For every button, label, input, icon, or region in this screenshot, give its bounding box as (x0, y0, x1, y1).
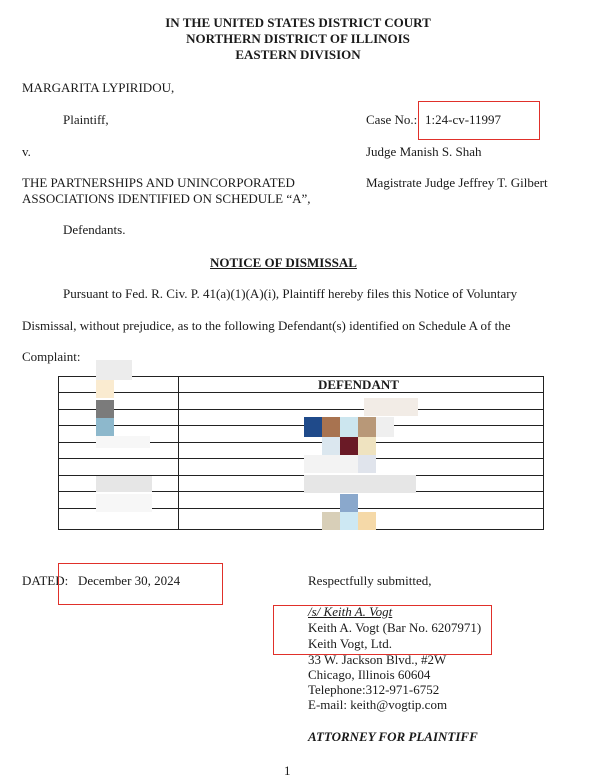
signature-highlight-box (273, 605, 492, 655)
redacted-block (322, 417, 340, 437)
address-line-1: 33 W. Jackson Blvd., #2W (308, 652, 447, 667)
court-division: EASTERN DIVISION (235, 47, 361, 62)
table-header-defendant: DEFENDANT (318, 377, 399, 392)
court-name: IN THE UNITED STATES DISTRICT COURT (165, 15, 431, 30)
court-district: NORTHERN DISTRICT OF ILLINOIS (186, 31, 410, 46)
redacted-block (96, 436, 150, 448)
notice-title: NOTICE OF DISMISSAL (210, 255, 357, 270)
magistrate-judge: Magistrate Judge Jeffrey T. Gilbert (366, 175, 548, 190)
redacted-block (96, 476, 152, 492)
case-number-highlight-box (418, 101, 540, 140)
page-number: 1 (284, 763, 291, 778)
notice-paragraph-line-3: Complaint: (22, 349, 81, 364)
redacted-block (96, 418, 114, 436)
versus: v. (22, 144, 31, 159)
redacted-block (340, 512, 358, 530)
attorney-role: ATTORNEY FOR PLAINTIFF (308, 729, 478, 744)
firm-name: Keith Vogt, Ltd. (308, 636, 393, 651)
redacted-block (304, 475, 416, 493)
redacted-block (322, 512, 340, 530)
defendants-line-1: THE PARTNERSHIPS AND UNINCORPORATED (22, 175, 295, 190)
address-line-2: Chicago, Illinois 60604 (308, 667, 431, 682)
defendants-role: Defendants. (63, 222, 126, 237)
redacted-block (322, 437, 340, 455)
plaintiff-role: Plaintiff, (63, 112, 109, 127)
redacted-block (358, 437, 376, 455)
judge: Judge Manish S. Shah (366, 144, 482, 159)
notice-paragraph-line-2: Dismissal, without prejudice, as to the following Defendant(s) identified on Schedule A of the (22, 318, 511, 333)
defendants-line-2: ASSOCIATIONS IDENTIFIED ON SCHEDULE “A”, (22, 191, 311, 206)
signature: /s/ Keith A. Vogt (308, 604, 393, 619)
plaintiff-name: MARGARITA LYPIRIDOU, (22, 80, 175, 95)
redacted-block (96, 360, 132, 380)
redacted-block (96, 494, 152, 512)
attorney-name: Keith A. Vogt (Bar No. 6207971) (308, 620, 482, 635)
dated-value: December 30, 2024 (78, 573, 181, 588)
redacted-block (358, 512, 376, 530)
dated-label: DATED: (22, 573, 69, 588)
redacted-block (340, 417, 358, 437)
redacted-block (304, 417, 322, 437)
redacted-block (340, 437, 358, 455)
redacted-block (364, 398, 418, 416)
defendant-table (58, 376, 544, 530)
case-number: 1:24-cv-11997 (425, 112, 502, 127)
notice-paragraph-line-1: Pursuant to Fed. R. Civ. P. 41(a)(1)(A)(i), Plaintiff hereby files this Notice of Voluntary (63, 286, 518, 301)
redacted-block (358, 455, 376, 473)
respectfully-submitted: Respectfully submitted, (308, 573, 432, 588)
case-number-label: Case No.: (366, 112, 418, 127)
date-highlight-box (58, 563, 223, 605)
redacted-block (376, 417, 394, 437)
redacted-block (96, 400, 114, 418)
redacted-block (340, 494, 358, 512)
telephone: Telephone:312-971-6752 (308, 682, 440, 697)
redacted-block (96, 380, 114, 398)
redacted-block (358, 417, 376, 437)
email: E-mail: keith@vogtip.com (308, 697, 448, 712)
